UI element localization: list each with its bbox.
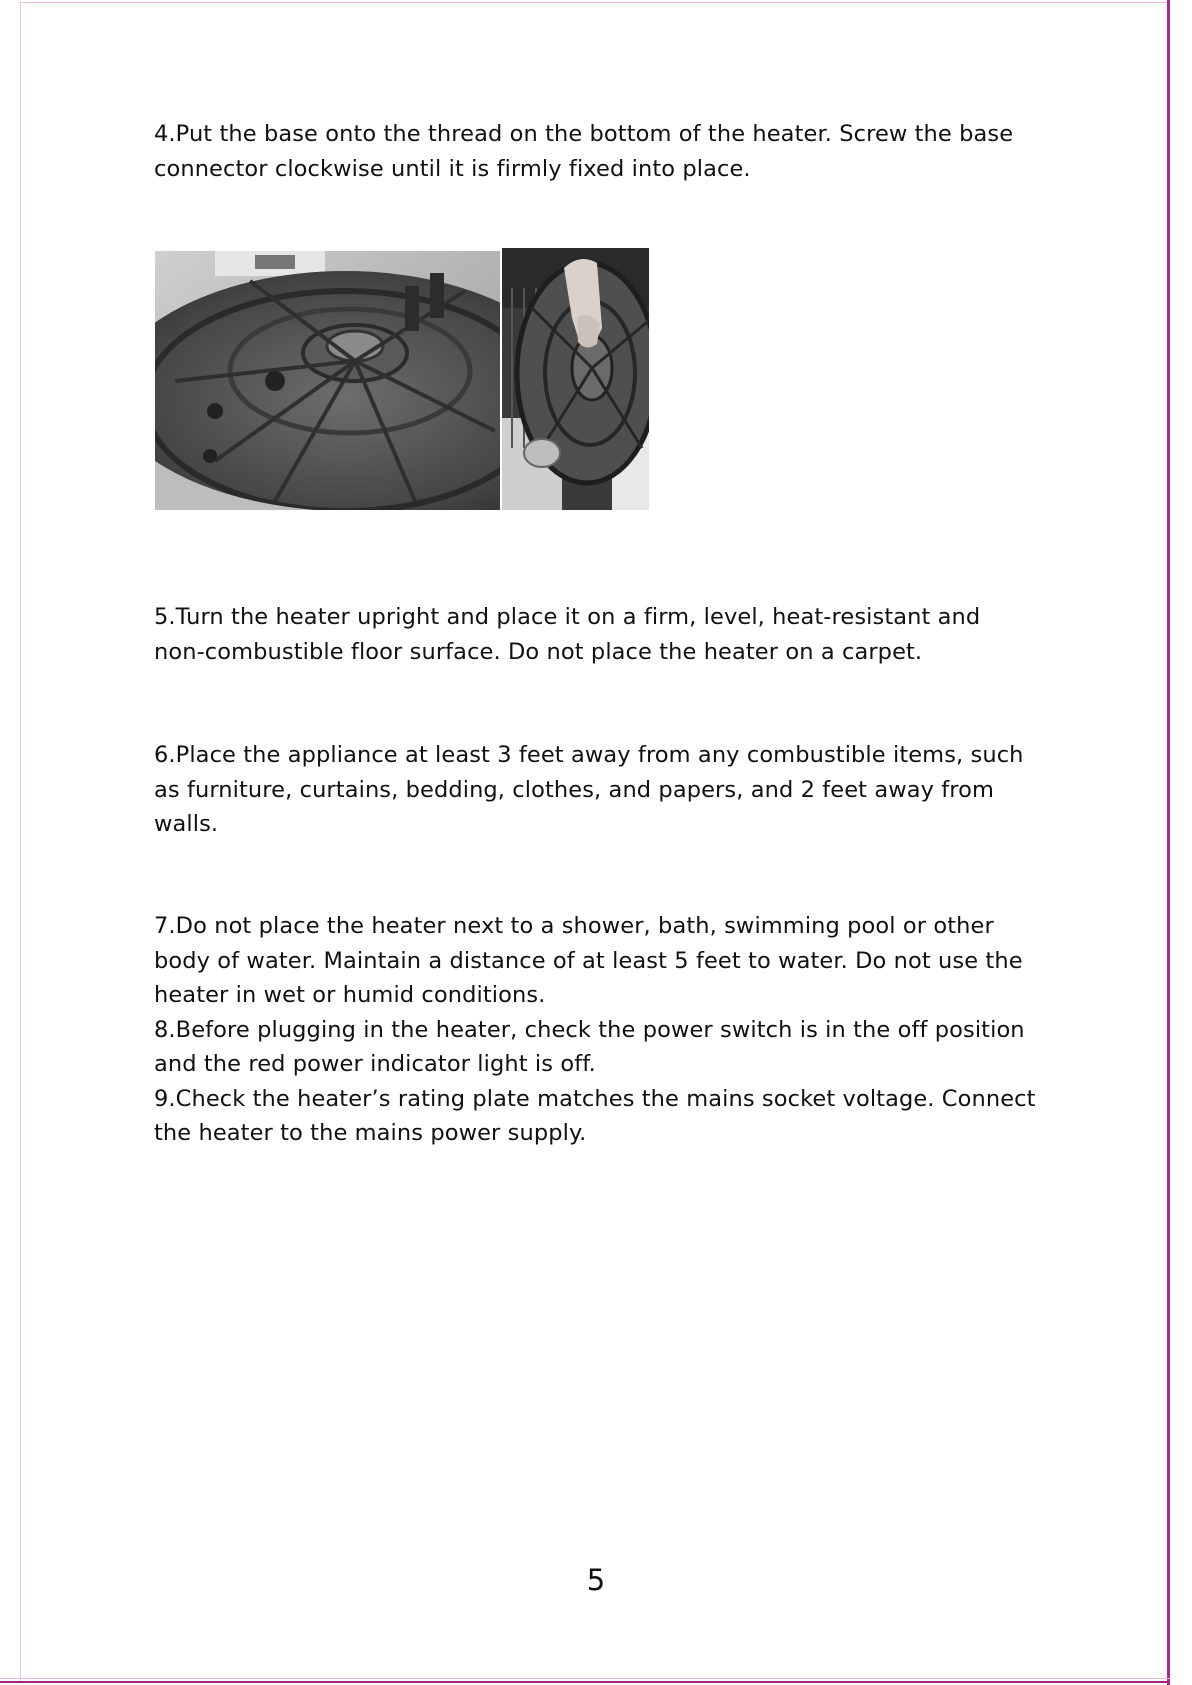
step-7-line: 7.Do not place the heater next to a shower, bath, swimming pool or other [154,913,994,939]
screwing-base-photo [502,248,649,510]
step-8-line: and the red power indicator light is off. [154,1051,596,1077]
base-underside-photo [155,251,500,510]
step-9-line: 9.Check the heater’s rating plate matches the mains socket voltage. Connect [154,1085,1036,1112]
step-5-paragraph [154,600,1054,669]
page-border-right [1167,0,1170,1685]
step-5-line: 5.Turn the heater upright and place it on a firm, level, heat-resistant and [154,604,981,630]
step-4-paragraph [154,117,1054,186]
page-number: 5 [586,1563,606,1597]
step-6-line: as furniture, curtains, bedding, clothes, and papers, and 2 feet away from [154,776,995,803]
step-9-line: the heater to the mains power supply. [154,1120,587,1146]
step-4-line: connector clockwise until it is firmly fixed into place. [154,155,751,182]
page-border-bottom [0,1681,1170,1683]
step-8-line: 8.Before plugging in the heater, check the power switch is in the off position [154,1016,1025,1043]
step-6-line: walls. [154,811,219,837]
page-border-bottom-inner [0,1678,1170,1679]
step-7-line: heater in wet or humid conditions. [154,982,546,1008]
step-6-line: 6.Place the appliance at least 3 feet away from any combustible items, such [154,742,1024,768]
page-border-left [20,2,21,1682]
page-border-top [20,2,1170,3]
step-6-paragraph [154,738,1054,842]
step-5-line: non-combustible floor surface. Do not place the heater on a carpet. [154,638,923,665]
steps-7-9-paragraph [154,909,1054,1151]
step-7-line: body of water. Maintain a distance of at least 5 feet to water. Do not use the [154,947,1023,974]
step-4-line: 4.Put the base onto the thread on the bottom of the heater. Screw the base [154,121,1014,147]
